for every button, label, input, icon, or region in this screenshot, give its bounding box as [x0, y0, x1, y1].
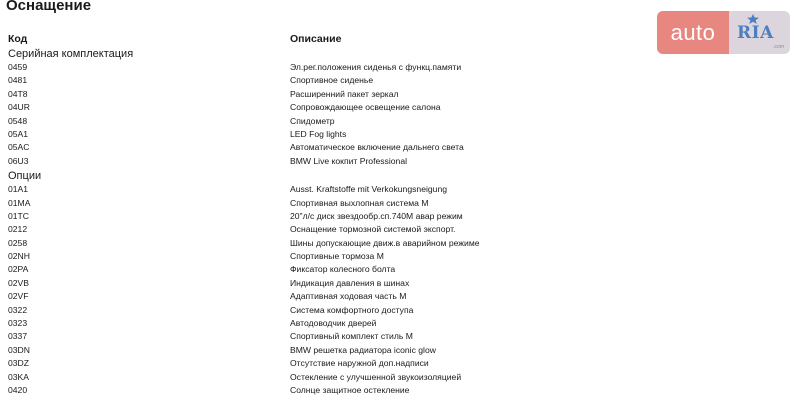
item-description: Спортивные тормоза M [290, 251, 384, 262]
item-description: Автодоводчик дверей [290, 318, 377, 329]
item-description: Адаптивная ходовая часть M [290, 291, 407, 302]
item-code: 03DN [8, 344, 30, 355]
list-item [0, 357, 800, 370]
logo-sub-text: .com [773, 44, 784, 50]
item-description: Оснащение тормозной системой экспорт. [290, 224, 456, 235]
list-item [0, 88, 800, 101]
logo-ria-text: RIA [737, 23, 774, 43]
item-description: Спортивный комплект стиль M [290, 331, 413, 342]
item-code: 0323 [8, 318, 28, 329]
item-description: Автоматическое включение дальнего света [290, 142, 464, 153]
list-item [0, 61, 800, 74]
item-description: Солнце защитное остекление [290, 384, 410, 395]
list-item [0, 128, 800, 141]
logo-auto-text: auto [657, 11, 729, 54]
item-description: 20"л/с диск звездообр.сп.740M авар режим [290, 210, 463, 221]
list-item [0, 344, 800, 357]
list-item [0, 237, 800, 250]
list-item [0, 183, 800, 196]
list-item [0, 304, 800, 317]
page-title: Оснащение [6, 0, 92, 14]
item-code: 0212 [8, 224, 28, 235]
list-item [0, 101, 800, 114]
list-item [0, 250, 800, 263]
item-code: 0322 [8, 304, 28, 315]
list-item [0, 197, 800, 210]
item-description: LED Fog lights [290, 128, 347, 139]
item-description: Спидометр [290, 115, 335, 126]
list-item [0, 210, 800, 223]
item-description: Индикация давления в шинах [290, 277, 410, 288]
list-item [0, 330, 800, 343]
item-code: 0459 [8, 62, 28, 72]
list-item [0, 277, 800, 290]
item-description: Отсутствие наружной доп.надписи [290, 358, 429, 369]
item-code: 0548 [8, 115, 28, 126]
autoria-logo [657, 11, 790, 54]
item-code: 01TC [8, 210, 30, 221]
logo-ria-block [729, 11, 790, 54]
item-description: Шины допускающие движ.в аварийном режиме [290, 237, 480, 248]
section-heading: Опции [8, 170, 42, 183]
item-description: BMW Live кокпит Professional [290, 155, 408, 166]
list-item [0, 371, 800, 384]
item-description: BMW решетка радиатора iconic glow [290, 344, 436, 355]
item-description: Расширенний пакет зеркал [290, 88, 399, 99]
item-code: 04UR [8, 102, 30, 113]
item-description: Спортивное сиденье [290, 75, 374, 86]
item-description: Эл.рег.положения сиденья с функц.памяти [290, 62, 462, 72]
list-item [0, 384, 800, 397]
column-header-code: Код [8, 33, 28, 45]
list-item [0, 141, 800, 154]
list-item [0, 115, 800, 128]
list-item [0, 223, 800, 236]
item-code: 0337 [8, 331, 28, 342]
item-description: Остекление с улучшенной звукоизоляцией [290, 371, 462, 382]
item-code: 04T8 [8, 88, 28, 99]
item-description: Сопровождающее освещение салона [290, 102, 441, 113]
item-description: Фиксатор колесного болта [290, 264, 396, 275]
item-code: 03DZ [8, 358, 30, 369]
item-code: 0481 [8, 75, 28, 86]
item-description: Ausst. Kraftstoffe mit Verkokungsneigung [290, 184, 448, 195]
item-description: Спортивная выхлопная система M [290, 197, 429, 208]
item-code: 0258 [8, 237, 28, 248]
list-item [0, 74, 800, 87]
item-code: 02NH [8, 251, 30, 262]
item-description: Система комфортного доступа [290, 304, 414, 315]
item-code: 06U3 [8, 155, 29, 166]
list-item [0, 317, 800, 330]
item-code: 0420 [8, 384, 28, 395]
item-code: 02VF [8, 291, 29, 302]
item-code: 01A1 [8, 184, 29, 195]
equipment-list [0, 46, 800, 397]
list-item [0, 263, 800, 276]
item-code: 02PA [8, 264, 29, 275]
item-code: 01MA [8, 197, 31, 208]
item-code: 02VB [8, 277, 30, 288]
list-item [0, 290, 800, 303]
item-code: 05A1 [8, 128, 29, 139]
column-header-description: Описание [290, 33, 342, 45]
item-code: 03KA [8, 371, 30, 382]
section-heading: Серийная комплектация [8, 48, 134, 60]
list-item [0, 155, 800, 168]
item-code: 05AC [8, 142, 30, 153]
